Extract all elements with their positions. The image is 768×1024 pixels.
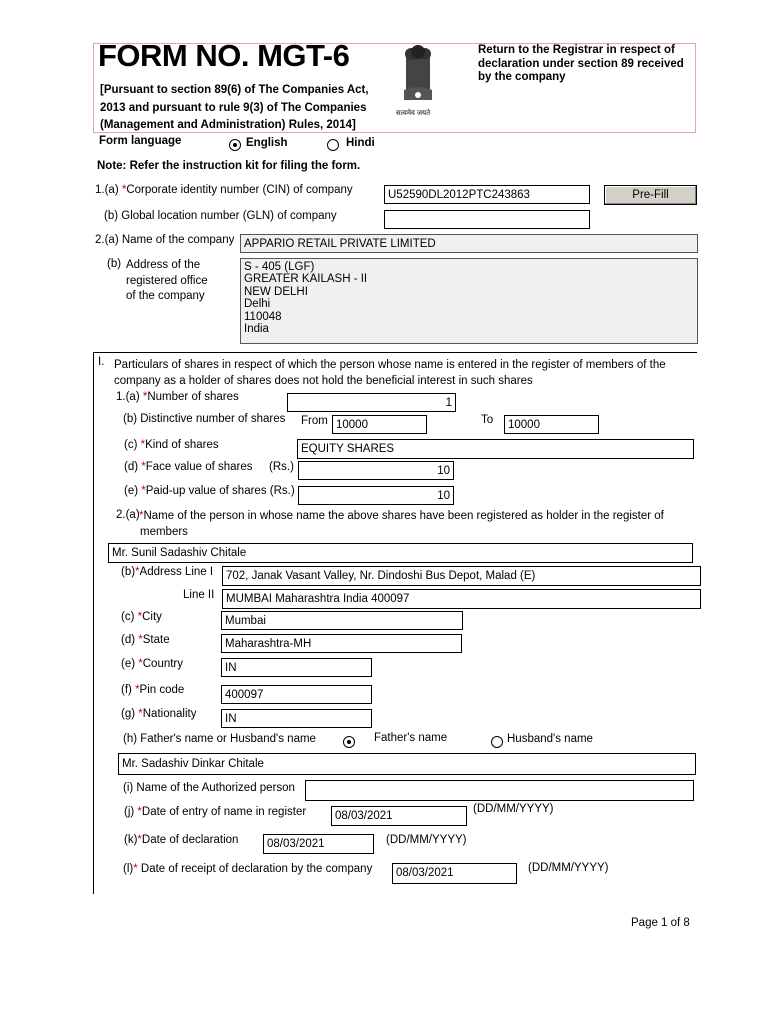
father-option-label: Father's name xyxy=(374,732,448,744)
pursuant-text xyxy=(100,82,369,135)
address-line-2-input[interactable]: MUMBAI Maharashtra India 400097 xyxy=(222,589,701,609)
nationality-number: (g) xyxy=(121,708,136,720)
num-shares-label-text: Number of shares xyxy=(147,391,239,403)
country-input[interactable]: IN xyxy=(221,658,372,677)
face-label: (d) *Face value of shares xyxy=(124,461,253,473)
husband-radio[interactable] xyxy=(491,736,503,748)
form-title: FORM NO. MGT-6 xyxy=(98,38,350,73)
declaration-number: (k) xyxy=(124,834,138,846)
address-label-line-1: Address of the xyxy=(126,259,201,271)
address-label-line-2: registered office xyxy=(126,274,208,287)
husband-option-label: Husband's name xyxy=(507,733,593,745)
entry-date-format: (DD/MM/YYYY) xyxy=(473,803,554,815)
prefill-button[interactable]: Pre-Fill xyxy=(604,185,697,205)
declaration-label-text: Date of declaration xyxy=(141,834,239,846)
section-number: I. xyxy=(98,356,105,368)
kind-input[interactable]: EQUITY SHARES xyxy=(297,439,694,459)
city-input[interactable]: Mumbai xyxy=(221,611,463,630)
pin-input[interactable]: 400097 xyxy=(221,685,372,704)
cin-number: 1.(a) xyxy=(95,184,119,196)
to-input[interactable]: 10000 xyxy=(504,415,599,434)
state-input[interactable]: Maharashtra-MH xyxy=(221,634,462,653)
face-unit: (Rs.) xyxy=(269,461,294,473)
holder-label-line-2: members xyxy=(140,525,188,538)
face-value-input[interactable]: 10 xyxy=(298,461,454,480)
pursuant-line-3: (Management and Administration) Rules, 2014] xyxy=(100,119,356,131)
to-label: To xyxy=(481,414,494,426)
state-label: (d) *State xyxy=(121,634,170,646)
face-label-text: Face value of shares xyxy=(145,461,253,473)
addr1-label: (b)*Address Line I xyxy=(121,566,214,578)
section-top-border xyxy=(93,352,697,353)
pursuant-line-1: [Pursuant to section 89(6) of The Companies Act, xyxy=(100,84,369,96)
return-line-2: declaration under section 89 received xyxy=(478,57,684,70)
receipt-date-format: (DD/MM/YYYY) xyxy=(528,862,609,874)
gln-label: (b) Global location number (GLN) of company xyxy=(104,210,337,222)
receipt-number: (l) xyxy=(123,863,134,875)
hindi-option-label: Hindi xyxy=(346,137,375,149)
receipt-date-label: (l)* Date of receipt of declaration by the company xyxy=(123,863,373,875)
from-label: From xyxy=(301,415,328,427)
address-label-line-3: of the company xyxy=(126,290,205,302)
section-left-border xyxy=(93,352,94,894)
state-label-text: State xyxy=(142,634,170,646)
pin-label: (f) *Pin code xyxy=(121,684,185,696)
kind-label: (c) *Kind of shares xyxy=(124,439,219,451)
from-input[interactable]: 10000 xyxy=(332,415,427,434)
paidup-number: (e) xyxy=(124,485,139,497)
receipt-label-text: Date of receipt of declaration by the company xyxy=(140,863,373,875)
addr2-label: Line II xyxy=(183,589,215,601)
num-shares-label: 1.(a) *Number of shares xyxy=(116,391,239,403)
addr1-label-text: Address Line I xyxy=(139,566,214,578)
nationality-label: (g) *Nationality xyxy=(121,708,197,720)
city-label-text: City xyxy=(142,611,162,623)
receipt-date-input[interactable]: 08/03/2021 xyxy=(392,863,517,884)
return-line-3: by the company xyxy=(478,71,566,83)
pin-number: (f) xyxy=(121,684,132,696)
page-number: Page 1 of 8 xyxy=(631,917,690,929)
cin-label-text: Corporate identity number (CIN) of company xyxy=(126,184,353,196)
address-label xyxy=(126,258,208,305)
company-name-label: 2.(a) Name of the company xyxy=(95,234,235,246)
country-number: (e) xyxy=(121,658,136,670)
form-language-label: Form language xyxy=(99,135,182,147)
national-emblem-icon xyxy=(392,44,444,120)
face-number: (d) xyxy=(124,461,139,473)
state-number: (d) xyxy=(121,634,136,646)
declaration-date-format: (DD/MM/YYYY) xyxy=(386,834,467,846)
parent-name-input[interactable]: Mr. Sadashiv Dinkar Chitale xyxy=(118,753,696,775)
kind-label-text: Kind of shares xyxy=(145,439,219,451)
entry-number: (j) xyxy=(124,806,135,818)
nationality-input[interactable]: IN xyxy=(221,709,372,728)
country-label-text: Country xyxy=(142,658,184,670)
instruction-note: Note: Refer the instruction kit for filing the form. xyxy=(97,160,361,172)
holder-name-input[interactable]: Mr. Sunil Sadashiv Chitale xyxy=(108,543,693,563)
entry-date-input[interactable]: 08/03/2021 xyxy=(331,806,467,826)
authorized-input[interactable] xyxy=(305,780,694,801)
num-shares-number: 1.(a) xyxy=(116,391,140,403)
return-line-1: Return to the Registrar in respect of xyxy=(478,44,675,56)
pin-label-text: Pin code xyxy=(139,684,185,696)
city-number: (c) xyxy=(121,611,135,623)
section-intro xyxy=(114,358,666,389)
city-label: (c) *City xyxy=(121,611,162,623)
cin-input[interactable]: U52590DL2012PTC243863 xyxy=(384,185,590,204)
section-intro-line-1: Particulars of shares in respect of which the person whose name is entered in the register of members of the xyxy=(114,359,666,371)
paidup-label: (e) *Paid-up value of shares (Rs.) xyxy=(124,485,295,497)
entry-date-label: (j) *Date of entry of name in register xyxy=(124,806,307,818)
english-radio[interactable] xyxy=(229,139,241,151)
authorized-label: (i) Name of the Authorized person xyxy=(123,782,295,794)
gln-input[interactable] xyxy=(384,210,590,229)
registered-office-address[interactable]: S - 405 (LGF) GREATER KAILASH - II NEW DELHI Delhi 110048 India xyxy=(240,258,698,344)
paidup-value-input[interactable]: 10 xyxy=(298,486,454,505)
addr1-number: (b) xyxy=(121,566,136,578)
cin-label: 1.(a) *Corporate identity number (CIN) of company xyxy=(95,184,353,196)
entry-label-text: Date of entry of name in register xyxy=(141,806,307,818)
address-number: (b) xyxy=(107,258,122,270)
pursuant-line-2: 2013 and pursuant to rule 9(3) of The Companies xyxy=(100,101,367,114)
nationality-label-text: Nationality xyxy=(142,708,197,720)
declaration-date-label: (k)*Date of declaration xyxy=(124,834,239,846)
father-radio[interactable] xyxy=(343,736,355,748)
company-name-input[interactable]: APPARIO RETAIL PRIVATE LIMITED xyxy=(240,234,698,253)
emblem-caption: सत्यमेव जयते xyxy=(396,110,431,117)
hindi-radio[interactable] xyxy=(327,139,339,151)
holder-label-line-1: Name of the person in whose name the above shares have been registered as holder in the register of xyxy=(143,510,664,522)
return-text xyxy=(478,44,684,85)
section-intro-line-2: company as a holder of shares does not hold the beneficial interest in such shares xyxy=(114,374,533,387)
holder-label: *Name of the person in whose name the above shares have been registered as holder in the register of members xyxy=(139,509,664,540)
address-line-1-input[interactable]: 702, Janak Vasant Valley, Nr. Dindoshi Bus Depot, Malad (E) xyxy=(222,566,701,586)
kind-number: (c) xyxy=(124,439,138,451)
num-shares-input[interactable]: 1 xyxy=(287,393,456,412)
country-label: (e) *Country xyxy=(121,658,184,670)
declaration-date-input[interactable]: 08/03/2021 xyxy=(263,834,374,854)
parent-label: (h) Father's name or Husband's name xyxy=(123,733,316,745)
english-option-label: English xyxy=(246,137,288,149)
paidup-label-text: Paid-up value of shares (Rs.) xyxy=(145,485,295,497)
holder-number: 2.(a) xyxy=(116,509,140,521)
distinctive-label: (b) Distinctive number of shares xyxy=(123,413,286,425)
